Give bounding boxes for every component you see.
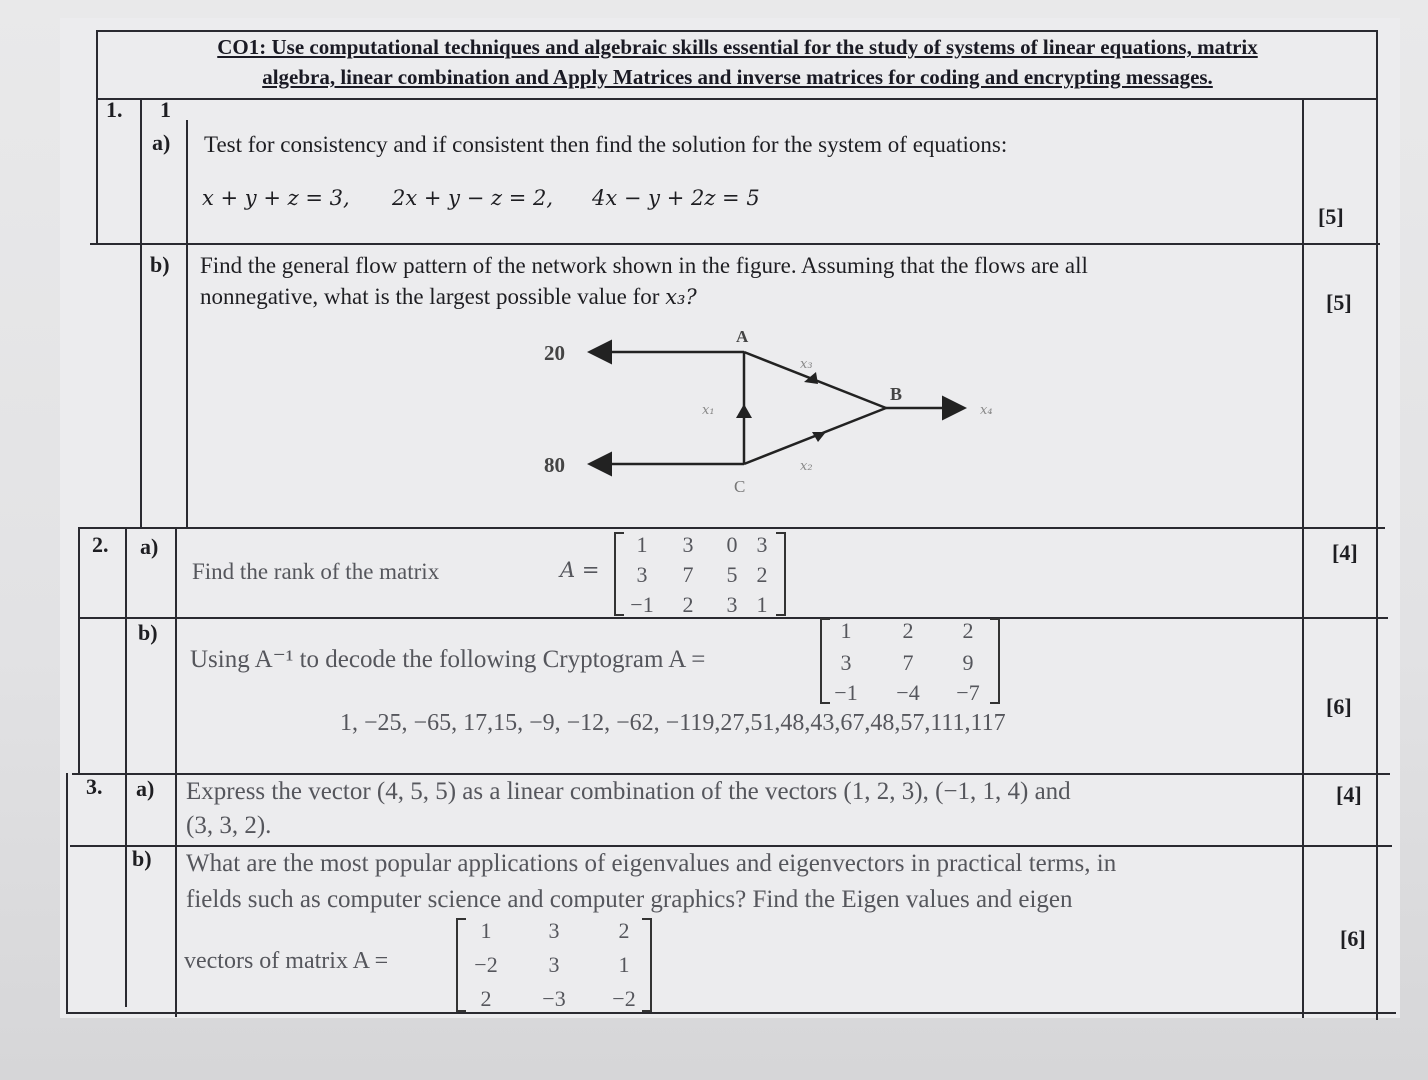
matrix-2a-cell: 5 (726, 562, 738, 587)
question-text-3a-line1: Express the vector (4, 5, 5) as a linear combination of the vectors (1, 2, 3), (−1, 1, 4) and (186, 778, 1071, 805)
col-divider-q1 (140, 98, 142, 528)
matrix-3b-cell: −2 (612, 986, 636, 1011)
matrix-2b-cell: 9 (962, 650, 974, 675)
matrix-2a-cell: −1 (630, 592, 654, 617)
matrix-3b-cell: 1 (480, 918, 492, 943)
matrix-2a-cell: 1 (636, 532, 648, 557)
matrix-2a-cell: 3 (726, 592, 738, 617)
matrix-2b-cell: −1 (834, 680, 858, 705)
row-divider-1a (90, 243, 1380, 245)
inflow-label-20: 20 (544, 341, 565, 365)
matrix-2a-cell: 7 (682, 562, 694, 587)
col-divider-q1-part (186, 120, 188, 528)
row-divider-2b (72, 773, 1390, 775)
matrix-2b-cell: 2 (902, 618, 914, 643)
table-border-left-q2 (78, 527, 80, 775)
equation-2: 2x + y − z = 2, (392, 186, 554, 210)
part-label-1b: b) (150, 252, 170, 277)
cryptogram-sequence: 1, −25, −65, 17,15, −9, −12, −62, −119,27,51,48,43,67,48,57,111,117 (340, 710, 1006, 736)
table-border-left-q1 (96, 30, 98, 244)
matrix-3b-cell: 2 (480, 986, 492, 1011)
matrix-3b-cell: 3 (548, 952, 560, 977)
matrix-2a (614, 532, 786, 616)
marks-2a: [4] (1332, 540, 1358, 565)
header-line-1: CO1: Use computational techniques and algebraic skills essential for the study of systems of linear equations, matrix (217, 35, 1258, 59)
matrix-3b-cell: −2 (474, 952, 498, 977)
question-text-3b-line3: vectors of matrix A = (184, 948, 389, 974)
question-text-3a-line2: (3, 3, 2). (186, 812, 272, 839)
equation-3: 4x − y + 2z = 5 (592, 186, 760, 210)
matrix-2b (820, 618, 1000, 704)
matrix-3b-cell: 2 (618, 918, 630, 943)
question-text-1b-line2-text: nonnegative, what is the largest possible value for (200, 284, 660, 309)
question-text-2b: Using A⁻¹ to decode the following Cryptogram A = (190, 646, 706, 673)
inflow-label-80: 80 (544, 453, 565, 477)
marks-1a: [5] (1318, 204, 1344, 229)
col-divider-marks (1302, 98, 1304, 1018)
question-number-1: 1. (106, 97, 123, 122)
matrix-name-2a: A = (560, 558, 600, 582)
equation-1: x + y + z = 3, (202, 186, 350, 210)
question-text-3b-line2: fields such as computer science and computer graphics? Find the Eigen values and eigen (186, 886, 1073, 913)
edge-label-x4: x₄ (980, 403, 993, 418)
course-outcome-header (100, 32, 1375, 92)
edge-label-x1: x₁ (702, 403, 715, 418)
part-label-3b: b) (132, 846, 152, 871)
matrix-2a-cell: 2 (682, 592, 694, 617)
matrix-3b-cell: 3 (548, 918, 560, 943)
row-divider-header (96, 98, 1378, 100)
matrix-3b (456, 918, 652, 1012)
variable-x3: x₃? (665, 285, 697, 309)
col-divider-q2 (125, 527, 127, 1007)
matrix-2a-cell: 1 (756, 592, 768, 617)
matrix-3b-cell: −3 (542, 986, 566, 1011)
matrix-2a-cell: 3 (682, 532, 694, 557)
matrix-2b-cell: −7 (956, 680, 980, 705)
row-divider-3a (70, 845, 1392, 847)
matrix-2b-cell: 7 (902, 650, 914, 675)
header-line-2: algebra, linear combination and Apply Matrices and inverse matrices for coding and encrypting messages. (262, 65, 1213, 89)
question-text-3b-line1: What are the most popular applications of eigenvalues and eigenvectors in practical terms, in (186, 850, 1117, 877)
matrix-3b-cell: 1 (618, 952, 630, 977)
question-text-1a: Test for consistency and if consistent then find the solution for the system of equations: (204, 132, 1008, 157)
edge-x2-c-to-b (744, 408, 886, 464)
marks-3b: [6] (1340, 926, 1366, 951)
table-border-right (1376, 30, 1378, 1020)
edge-label-x3: x₃ (800, 357, 813, 372)
matrix-2a-cell: 3 (756, 532, 768, 557)
edge-label-x2: x₂ (800, 459, 813, 474)
marks-1b: [5] (1326, 290, 1352, 315)
table-border-bottom (66, 1012, 1396, 1014)
row-divider-1b (80, 527, 1385, 529)
question-subnumber-1: 1 (160, 97, 171, 122)
network-flow-diagram (530, 320, 1010, 500)
marks-3a: [4] (1336, 782, 1362, 807)
question-number-3: 3. (86, 774, 103, 799)
matrix-2b-cell: 1 (840, 618, 852, 643)
part-label-1a: a) (152, 130, 171, 155)
node-label-b: B (890, 384, 903, 404)
col-divider-q2-part (175, 527, 177, 1017)
question-text-1b-line1: Find the general flow pattern of the network shown in the figure. Assuming that the flows are all (200, 253, 1088, 278)
part-label-2b: b) (138, 620, 158, 645)
matrix-2b-cell: 2 (962, 618, 974, 643)
question-text-1b-line2 (200, 281, 697, 313)
matrix-2a-cell: 3 (636, 562, 648, 587)
edge-x3-a-to-b (744, 352, 886, 408)
part-label-2a: a) (140, 534, 159, 559)
node-label-c: C (734, 477, 746, 496)
matrix-2a-cell: 0 (726, 532, 738, 557)
matrix-2a-cell: 2 (756, 562, 768, 587)
question-text-2a: Find the rank of the matrix (192, 559, 440, 584)
matrix-2b-cell: −4 (896, 680, 920, 705)
edge-x1-c-to-a (736, 352, 752, 464)
part-label-3a: a) (136, 776, 155, 801)
node-label-a: A (736, 327, 749, 346)
marks-2b: [6] (1326, 694, 1352, 719)
question-number-2: 2. (92, 532, 109, 557)
matrix-2b-cell: 3 (840, 650, 852, 675)
table-border-left-q3 (66, 773, 68, 1013)
